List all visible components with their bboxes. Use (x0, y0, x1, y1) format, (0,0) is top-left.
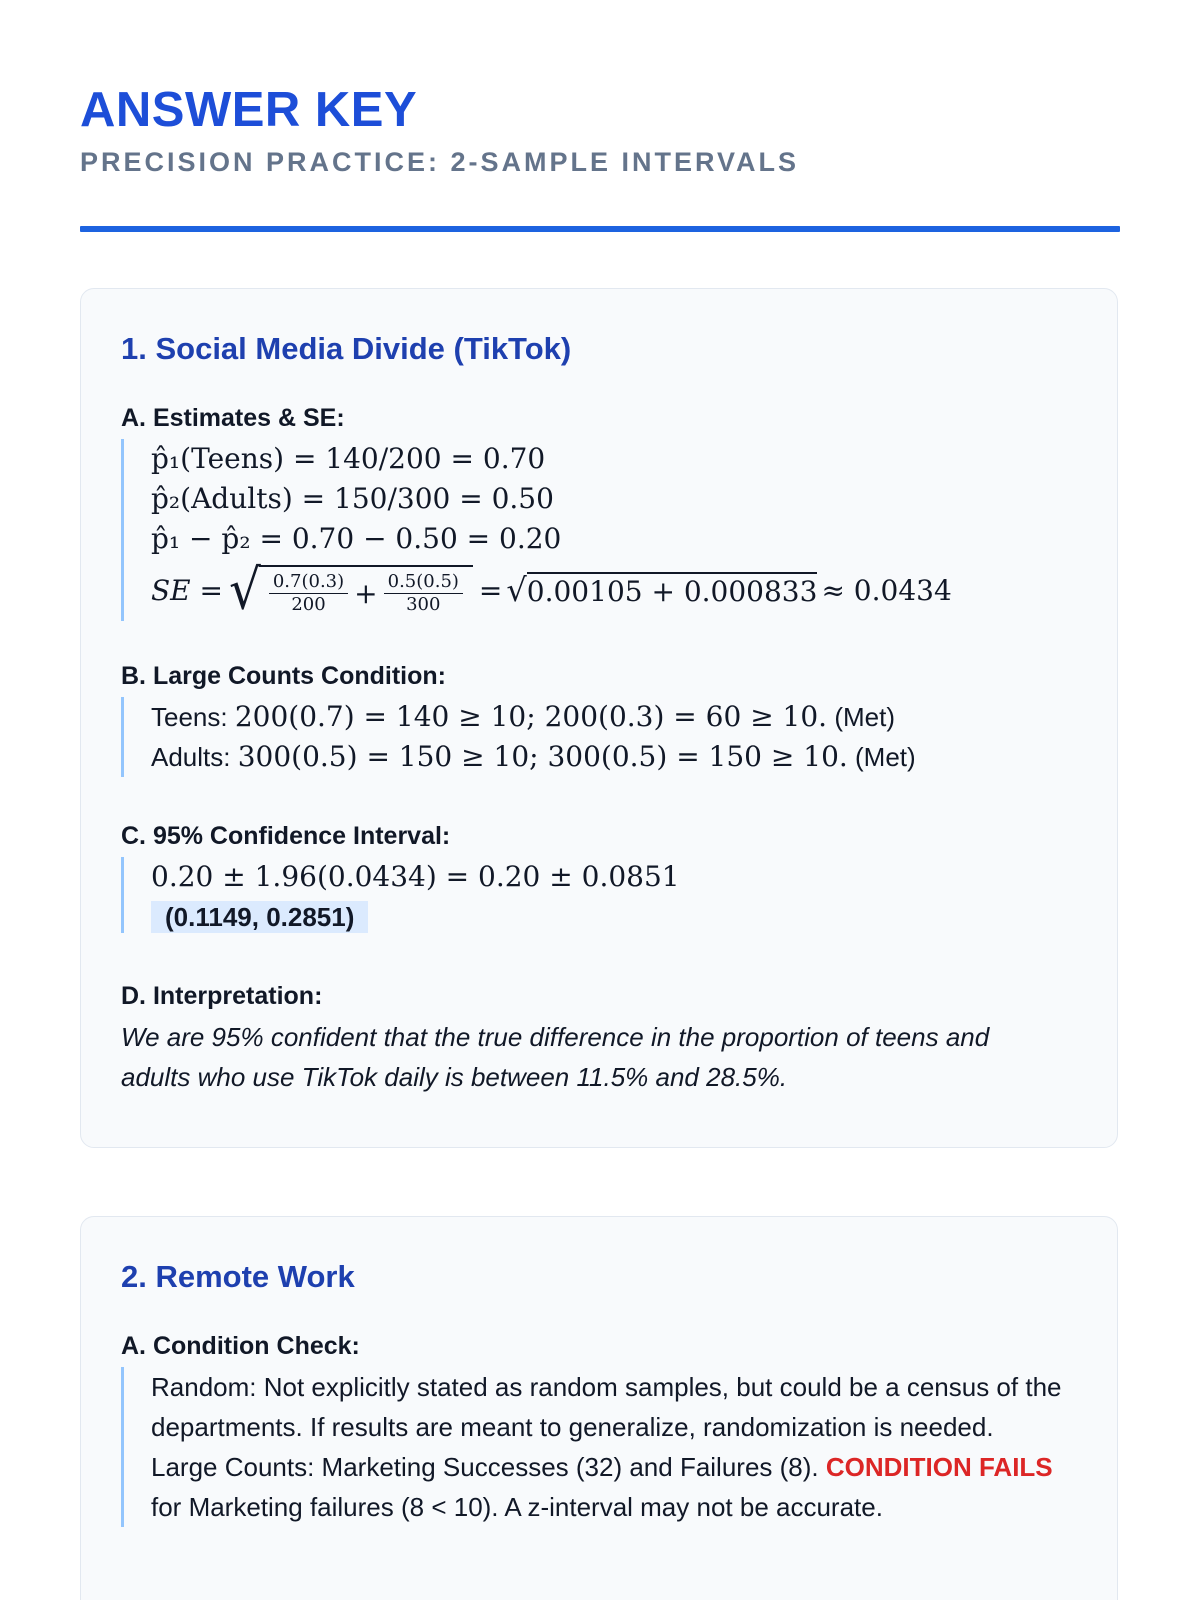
radical-sign: √ (228, 558, 261, 622)
part-c-body (121, 857, 1081, 933)
problem-1-part-b (121, 659, 1081, 777)
teens-condition-line (151, 697, 1081, 737)
part-b-body (121, 697, 1081, 777)
header-divider (80, 226, 1120, 232)
page-subtitle: PRECISION PRACTICE: 2-SAMPLE INTERVALS (80, 147, 800, 177)
se-lhs: SE = (151, 573, 223, 607)
part-b-label: B. Large Counts Condition: (121, 662, 446, 690)
fraction-teens-denominator: 200 (291, 593, 326, 615)
adults-condition-line (151, 737, 1081, 777)
random-condition-text: Random: Not explicitly stated as random samples, but could be a census of the departments. If results are meant to generalize, randomization is needed. (151, 1372, 1062, 1442)
plus-sign: + (354, 576, 378, 610)
p1-hat-line: p̂₁(Teens) = 140/200 = 0.70 (151, 442, 546, 475)
radical-sign-2: √ (506, 571, 527, 609)
problem-2-card (80, 1216, 1118, 1600)
teens-status: (Met) (827, 702, 895, 732)
large-counts-suffix: for Marketing failures (8 < 10). A z-interval may not be accurate. (151, 1492, 883, 1522)
page-title: ANSWER KEY (80, 83, 418, 137)
fraction-adults-numerator: 0.5(0.5) (384, 571, 463, 594)
part-a-body (121, 439, 1081, 621)
p2-hat-line: p̂₂(Adults) = 150/300 = 0.50 (151, 482, 554, 515)
fraction-adults-denominator: 300 (406, 593, 441, 615)
adults-label: Adults: (151, 742, 238, 772)
part-d-label: D. Interpretation: (121, 982, 323, 1010)
condition-check-body (121, 1367, 1081, 1527)
answer-key-page (80, 80, 1120, 1522)
large-counts-text (151, 1447, 1071, 1527)
problem-1-part-c (121, 819, 1081, 933)
problem-2-part-a (121, 1329, 1081, 1527)
adults-math: 300(0.5) = 150 ≥ 10; 300(0.5) = 150 ≥ 10. (237, 740, 848, 773)
fraction-adults (384, 571, 463, 616)
se-sqrt (228, 558, 473, 622)
difference-line: p̂₁ − p̂₂ = 0.70 − 0.50 = 0.20 (151, 522, 562, 555)
problem-1-part-a (121, 401, 1081, 621)
interval-formula: 0.20 ± 1.96(0.0434) = 0.20 ± 0.0851 (151, 860, 680, 893)
se-sqrt-simplified (506, 571, 817, 609)
interval-answer: (0.1149, 0.2851) (151, 901, 368, 933)
teens-label: Teens: (151, 702, 235, 732)
se-result: ≈ 0.0434 (821, 573, 952, 607)
part-a-label: A. Estimates & SE: (121, 404, 345, 432)
equals-sign: = (478, 573, 503, 607)
interpretation-text: We are 95% confident that the true difference in the proportion of teens and adults who use TikTok daily is between 11.5% and 28.5%. (121, 1022, 990, 1092)
condition-check-label: A. Condition Check: (121, 1332, 360, 1360)
problem-1-part-d (121, 979, 1081, 1097)
large-counts-prefix: Large Counts: Marketing Successes (32) and Failures (8). (151, 1452, 826, 1482)
part-c-label: C. 95% Confidence Interval: (121, 822, 451, 850)
standard-error-line (151, 559, 1081, 621)
se-radicand (259, 565, 473, 616)
problem-2-title: 2. Remote Work (121, 1259, 355, 1294)
condition-fails-alert: CONDITION FAILS (825, 1452, 1053, 1482)
sqrt-inside: 0.00105 + 0.000833 (527, 572, 818, 608)
teens-math: 200(0.7) = 140 ≥ 10; 200(0.3) = 60 ≥ 10. (234, 700, 828, 733)
problem-1-title: 1. Social Media Divide (TikTok) (121, 331, 572, 366)
fraction-teens (269, 571, 348, 616)
adults-status: (Met) (847, 742, 916, 772)
problem-1-card (80, 288, 1118, 1148)
fraction-teens-numerator: 0.7(0.3) (269, 571, 348, 594)
